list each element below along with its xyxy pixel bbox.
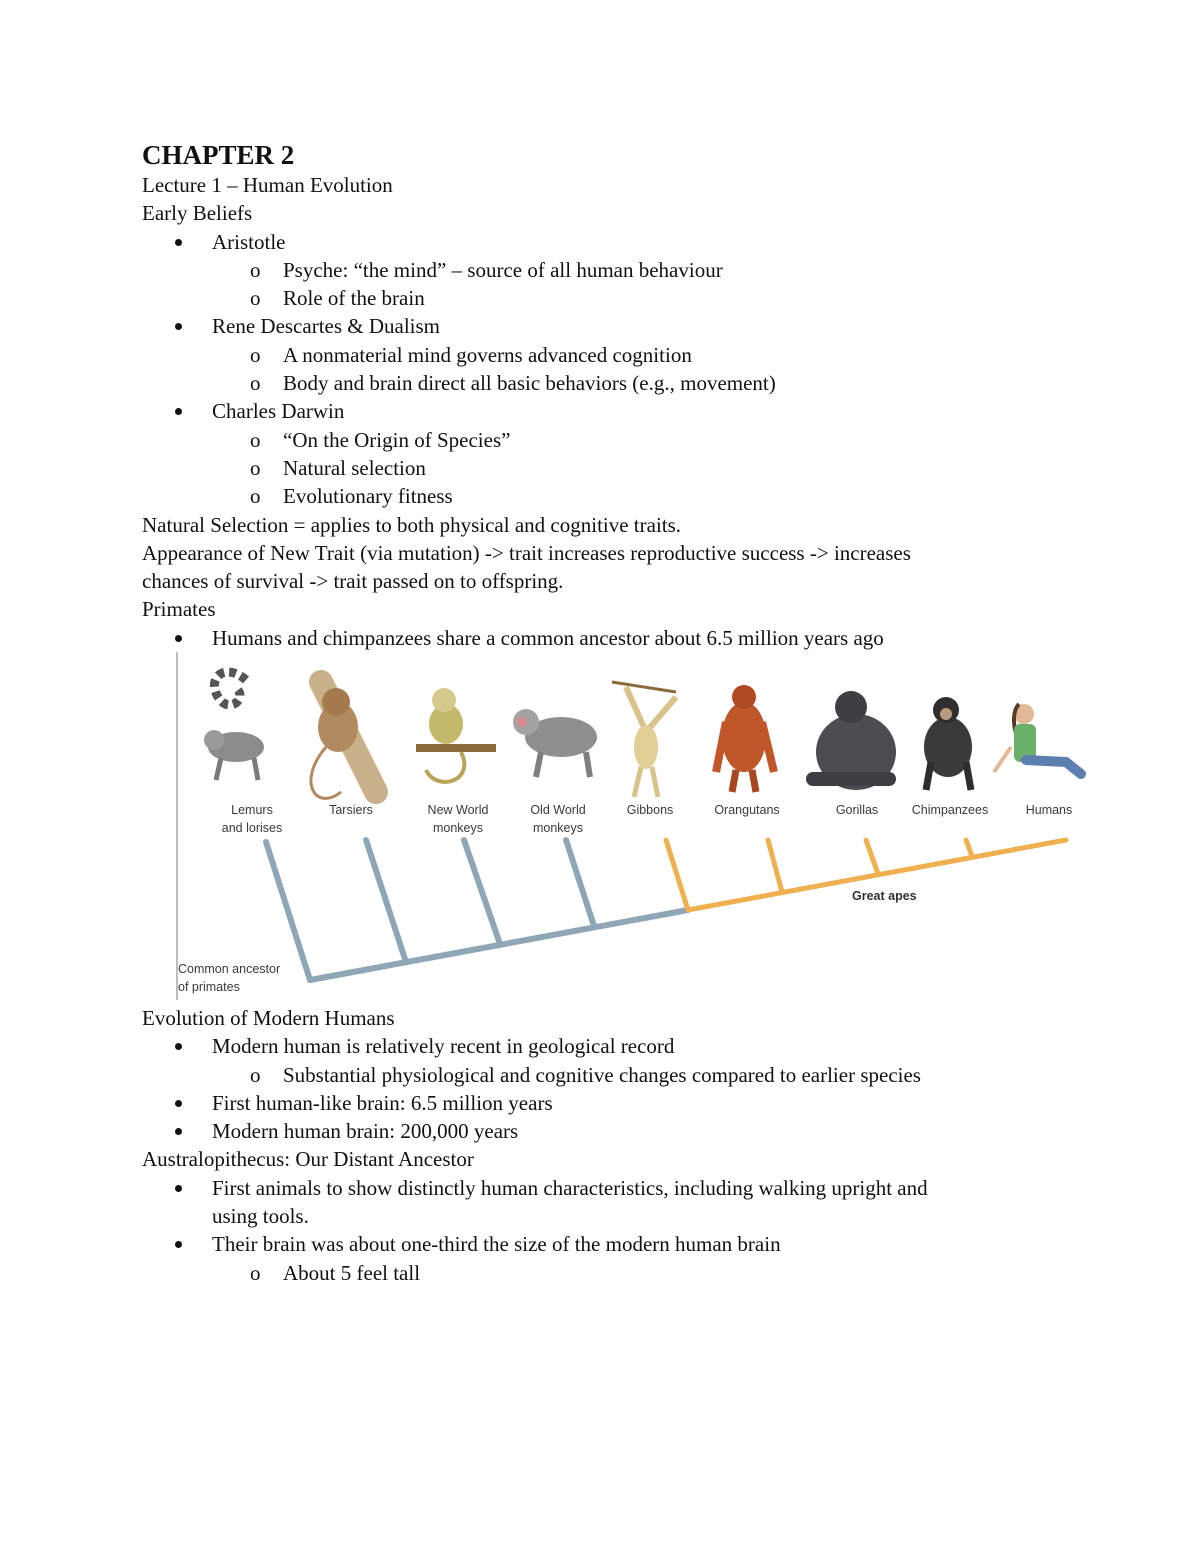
sub-list-item: o About 5 feel tall xyxy=(142,1259,1042,1287)
bullet-icon xyxy=(175,1185,182,1192)
circle-bullet-icon: o xyxy=(250,455,261,480)
chimpanzee-illustration xyxy=(924,697,972,790)
bullet-icon xyxy=(175,408,182,415)
species-label: Chimpanzees xyxy=(911,803,989,817)
branch-tarsiers xyxy=(366,840,406,962)
australopithecus-title: Australopithecus: Our Distant Ancestor xyxy=(142,1147,474,1172)
species-label: Lemurs xyxy=(231,803,273,817)
human-illustration xyxy=(994,704,1081,774)
species-label: Gibbons xyxy=(626,803,674,817)
appearance-line-2: chances of survival -> trait passed on to offspring. xyxy=(142,569,564,594)
sub-list-item: o Psyche: “the mind” – source of all human behaviour xyxy=(142,256,1042,284)
species-label: Gorillas xyxy=(835,803,879,817)
upper-text xyxy=(142,139,1042,652)
gibbon-illustration xyxy=(612,682,676,797)
lemur-illustration xyxy=(204,672,264,780)
species-label: monkeys xyxy=(432,821,484,835)
sub-list-item: o Substantial physiological and cognitive changes compared to earlier species xyxy=(142,1061,1042,1089)
circle-bullet-icon: o xyxy=(250,1062,261,1087)
branch-gibbons xyxy=(666,840,688,910)
primates-title: Primates xyxy=(142,597,216,622)
ancestor-label-line-1: Common ancestor xyxy=(178,962,281,976)
list-item: Rene Descartes & Dualism xyxy=(142,312,1042,340)
new-world-monkey-illustration xyxy=(416,688,496,782)
phylogeny-tree xyxy=(266,840,1066,980)
bullet-icon xyxy=(175,1043,182,1050)
appearance-line-1: Appearance of New Trait (via mutation) -> trait increases reproductive success -> increases xyxy=(142,540,911,565)
species-label: New World xyxy=(427,803,489,817)
great-apes-label: Great apes xyxy=(852,889,917,903)
early-beliefs-title: Early Beliefs xyxy=(142,201,253,226)
list-item: First animals to show distinctly human characteristics, including walking upright and xyxy=(142,1174,1042,1202)
bullet-icon xyxy=(175,323,182,330)
circle-bullet-icon: o xyxy=(250,484,261,509)
branch-chimpanzees xyxy=(966,840,972,856)
species-label: Tarsiers xyxy=(329,803,373,817)
circle-bullet-icon: o xyxy=(250,342,261,367)
sub-list-item: o A nonmaterial mind governs advanced cognition xyxy=(142,341,1042,369)
ancestor-label-line-2: of primates xyxy=(178,980,240,994)
bullet-icon xyxy=(175,1100,182,1107)
primate-phylogeny-figure xyxy=(176,652,1092,1000)
natural-selection-line: Natural Selection = applies to both physical and cognitive traits. xyxy=(142,512,682,537)
list-item: First human-like brain: 6.5 million years xyxy=(142,1089,1042,1117)
sub-list-item: o Role of the brain xyxy=(142,284,1042,312)
branch-orangutans xyxy=(768,840,782,892)
circle-bullet-icon: o xyxy=(250,286,261,311)
species-labels xyxy=(222,803,1073,835)
species-label: Old World xyxy=(530,803,586,817)
bullet-icon xyxy=(175,1128,182,1135)
species-label: Orangutans xyxy=(714,803,780,817)
sub-list-item: o Body and brain direct all basic behaviors (e.g., movement) xyxy=(142,369,1042,397)
bullet-icon xyxy=(175,635,182,642)
circle-bullet-icon: o xyxy=(250,257,261,282)
old-world-monkey-illustration xyxy=(513,709,597,777)
branch-new-world-monkeys xyxy=(464,840,500,944)
species-label: Humans xyxy=(1025,803,1073,817)
bullet-icon xyxy=(175,1241,182,1248)
list-item: Modern human brain: 200,000 years xyxy=(142,1117,1042,1145)
sub-list-item: o Natural selection xyxy=(142,454,1042,482)
modern-humans-title: Evolution of Modern Humans xyxy=(142,1006,395,1030)
branch-gorillas xyxy=(866,840,878,874)
lower-text xyxy=(142,1004,1042,1287)
tarsier-illustration xyxy=(311,682,376,798)
list-item: Humans and chimpanzees share a common ancestor about 6.5 million years ago xyxy=(142,624,1042,652)
circle-bullet-icon: o xyxy=(250,427,261,452)
sub-list-item: o Evolutionary fitness xyxy=(142,482,1042,510)
lecture-title: Lecture 1 – Human Evolution xyxy=(142,173,393,197)
branch-lemurs xyxy=(266,842,310,980)
list-item: Their brain was about one-third the size of the modern human brain xyxy=(142,1230,1042,1258)
orangutan-illustration xyxy=(716,685,774,792)
bullet-icon xyxy=(175,239,182,246)
list-item: Modern human is relatively recent in geological record xyxy=(142,1032,1042,1060)
gorilla-illustration xyxy=(806,691,896,790)
list-item-continuation: using tools. xyxy=(212,1204,309,1229)
species-label: and lorises xyxy=(221,821,283,835)
circle-bullet-icon: o xyxy=(250,371,261,396)
sub-list-item: o “On the Origin of Species” xyxy=(142,426,1042,454)
species-label: monkeys xyxy=(532,821,584,835)
list-item: Charles Darwin xyxy=(142,397,1042,425)
list-item: Aristotle xyxy=(142,228,1042,256)
chapter-heading: CHAPTER 2 xyxy=(142,140,295,170)
circle-bullet-icon: o xyxy=(250,1260,261,1285)
branch-old-world-monkeys xyxy=(566,840,594,926)
